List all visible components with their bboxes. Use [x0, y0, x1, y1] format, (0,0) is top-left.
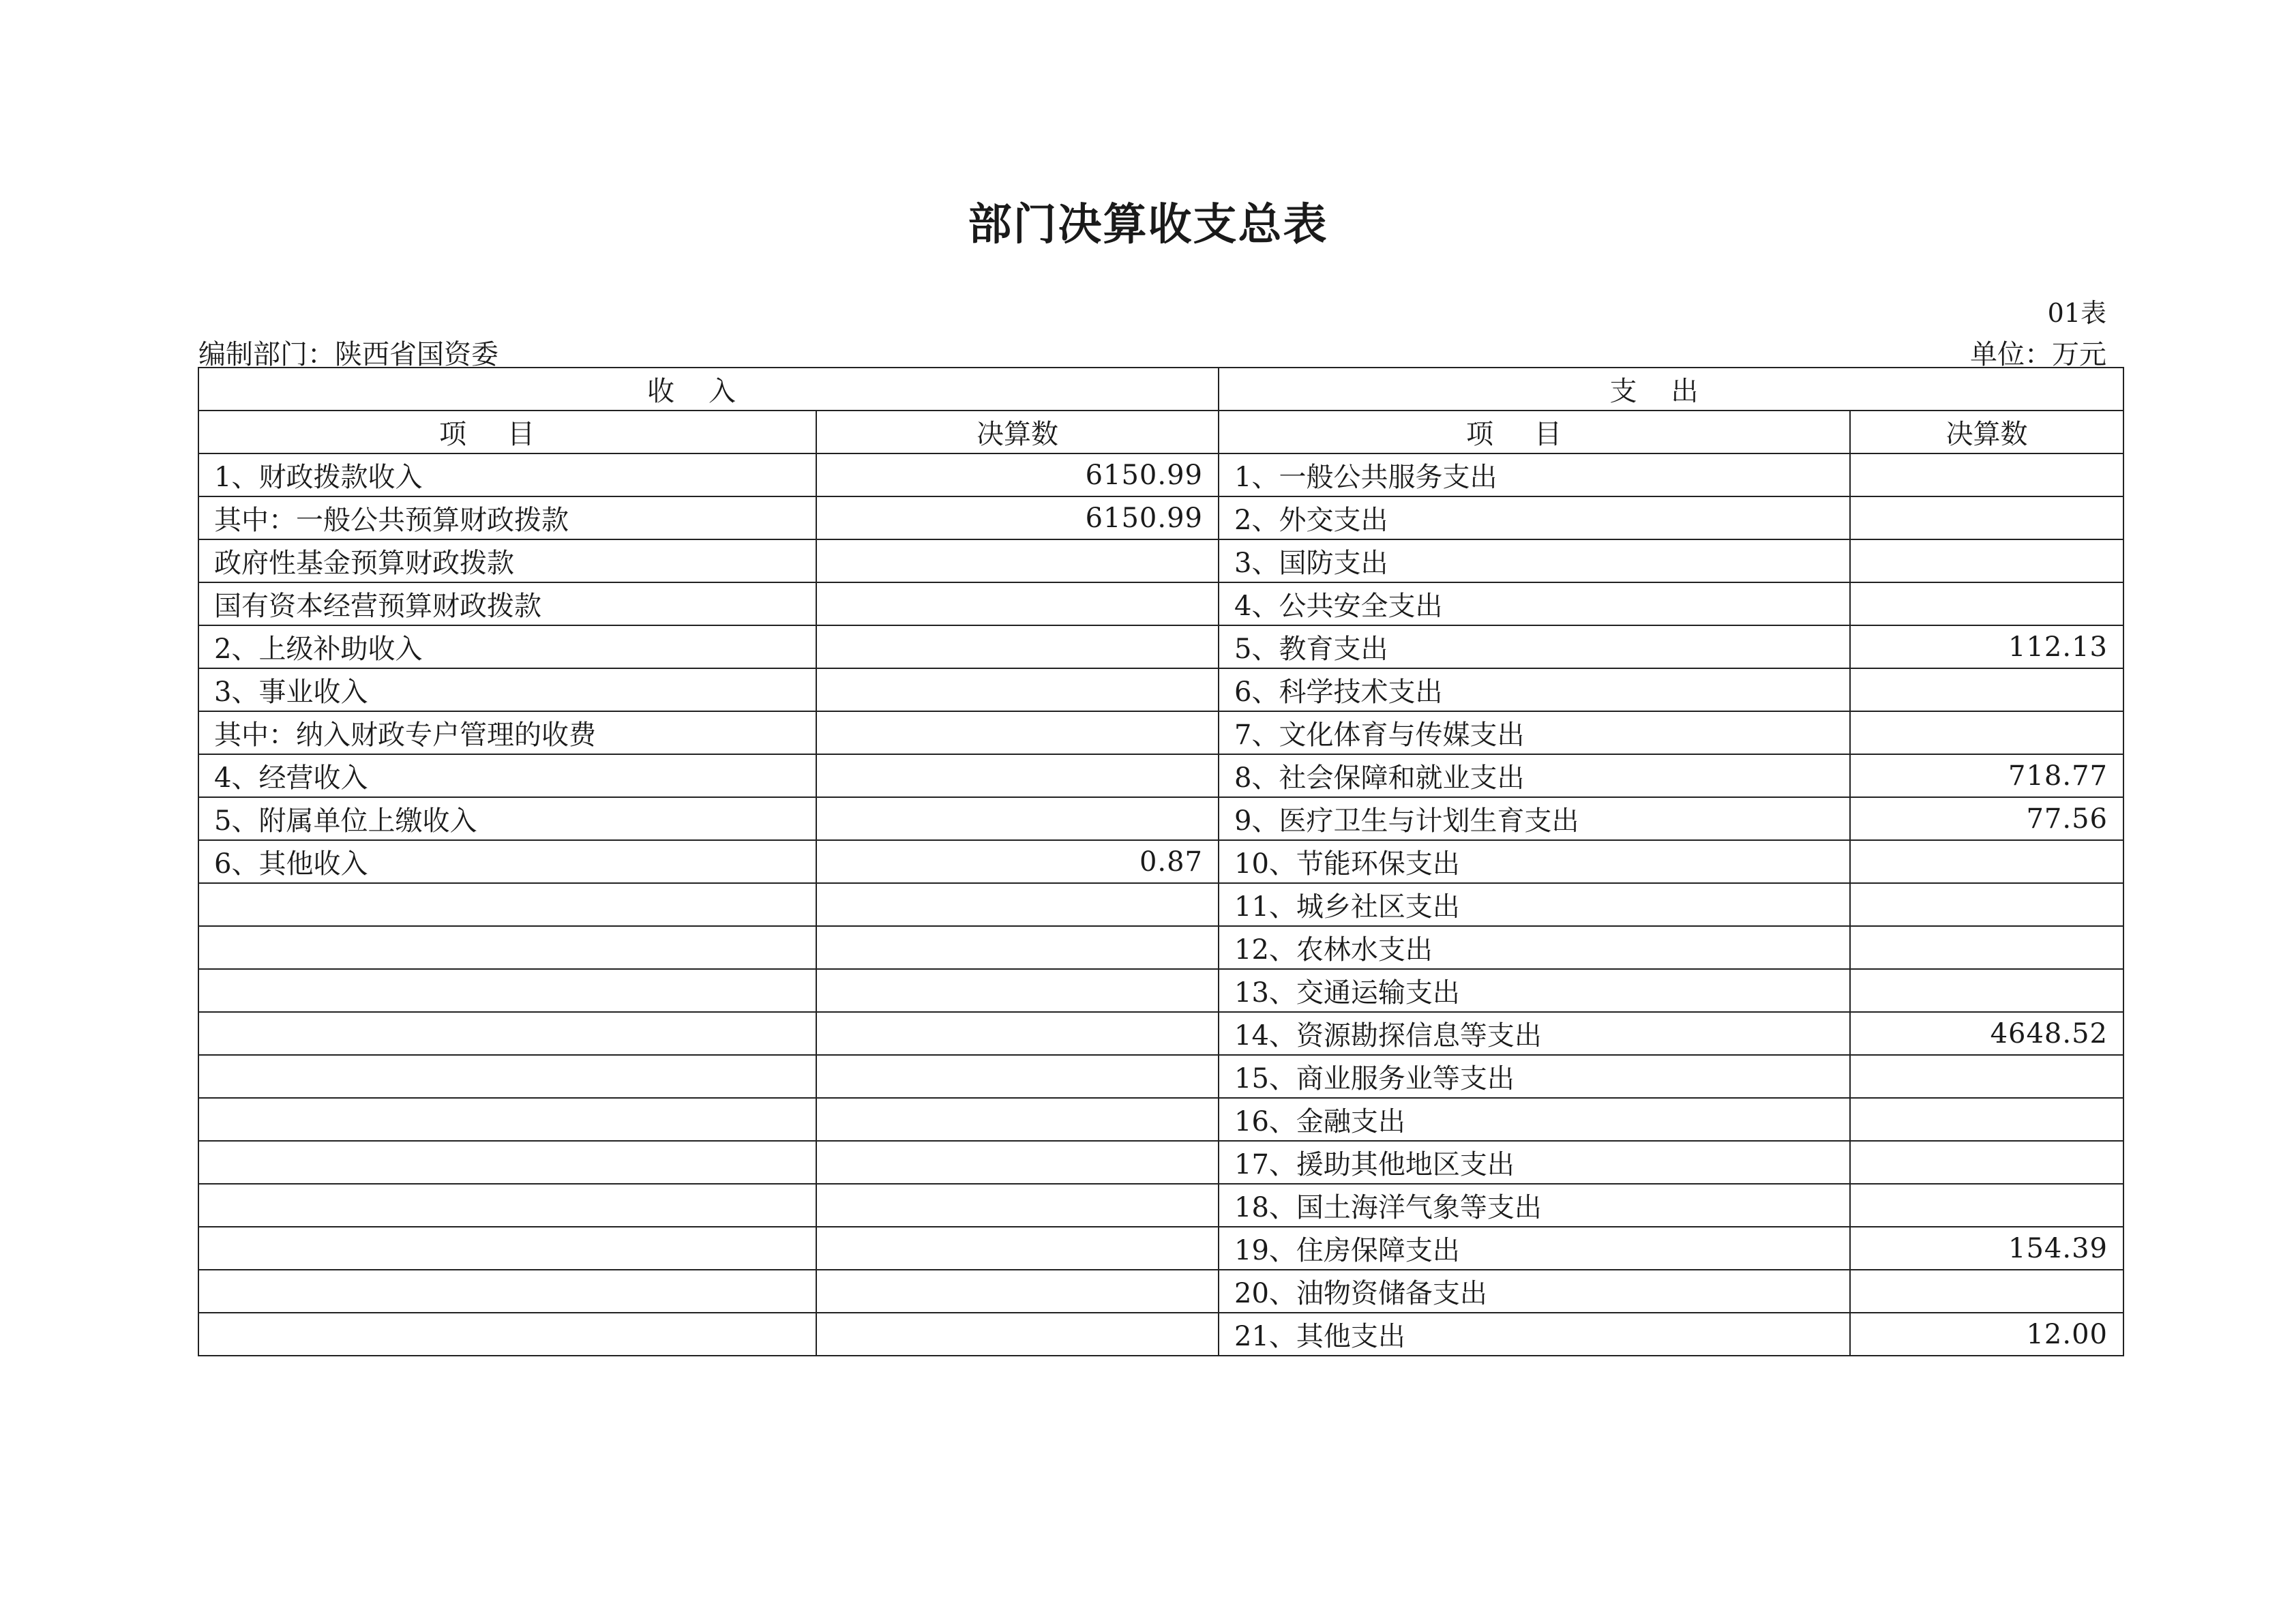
expense-item-cell: 4、公共安全支出: [1219, 582, 1850, 625]
income-amount-cell: [816, 1270, 1219, 1313]
table-row: [198, 496, 2123, 539]
expense-amount-cell: 112.13: [1850, 625, 2123, 668]
expense-item-cell: 8、社会保障和就业支出: [1219, 754, 1850, 797]
table-row: [198, 582, 2123, 625]
income-item-cell: 3、事业收入: [198, 668, 816, 711]
income-amount-cell: [816, 582, 1219, 625]
income-item-cell: [198, 1313, 816, 1356]
table-row: [198, 926, 2123, 969]
expense-amount-cell: [1850, 539, 2123, 582]
table-row: [198, 539, 2123, 582]
income-item-cell: 国有资本经营预算财政拨款: [198, 582, 816, 625]
page-title: 部门决算收支总表: [968, 200, 1328, 250]
table-row: [198, 625, 2123, 668]
income-amount-header: 决算数: [816, 411, 1219, 453]
expense-item-cell: 1、一般公共服务支出: [1219, 453, 1850, 496]
expense-item-cell: 18、国土海洋气象等支出: [1219, 1184, 1850, 1227]
column-header-row: [198, 411, 2123, 453]
income-amount-cell: [816, 1184, 1219, 1227]
table-row: [198, 840, 2123, 883]
table-row: [198, 1270, 2123, 1313]
income-item-cell: [198, 1227, 816, 1270]
expense-amount-cell: 4648.52: [1850, 1012, 2123, 1055]
income-item-cell: [198, 883, 816, 926]
income-item-cell: [198, 1098, 816, 1141]
expense-amount-cell: [1850, 582, 2123, 625]
expense-amount-header: 决算数: [1850, 411, 2123, 453]
income-amount-cell: [816, 883, 1219, 926]
expense-amount-cell: [1850, 1055, 2123, 1098]
income-section-header: 收入: [198, 368, 1219, 411]
income-item-cell: [198, 1184, 816, 1227]
expense-amount-cell: [1850, 840, 2123, 883]
expense-item-cell: 14、资源勘探信息等支出: [1219, 1012, 1850, 1055]
expense-section-header: 支出: [1219, 368, 2123, 411]
table-row: [198, 453, 2123, 496]
form-number: 01表: [2047, 298, 2106, 328]
section-header-row: [198, 368, 2123, 411]
expense-amount-cell: [1850, 969, 2123, 1012]
expense-item-cell: 15、商业服务业等支出: [1219, 1055, 1850, 1098]
expense-amount-cell: [1850, 711, 2123, 754]
income-amount-cell: [816, 754, 1219, 797]
expense-amount-cell: [1850, 926, 2123, 969]
table-row: [198, 1012, 2123, 1055]
income-item-header: 项目: [198, 411, 816, 453]
expense-item-cell: 9、医疗卫生与计划生育支出: [1219, 797, 1850, 840]
income-amount-cell: [816, 969, 1219, 1012]
income-item-cell: 其中：纳入财政专户管理的收费: [198, 711, 816, 754]
expense-amount-cell: [1850, 1184, 2123, 1227]
expense-item-cell: 10、节能环保支出: [1219, 840, 1850, 883]
table-row: [198, 1055, 2123, 1098]
income-item-cell: 政府性基金预算财政拨款: [198, 539, 816, 582]
expense-item-cell: 7、文化体育与传媒支出: [1219, 711, 1850, 754]
expense-amount-cell: [1850, 453, 2123, 496]
table-row: [198, 969, 2123, 1012]
expense-amount-cell: 77.56: [1850, 797, 2123, 840]
income-amount-cell: 6150.99: [816, 496, 1219, 539]
income-amount-cell: 6150.99: [816, 453, 1219, 496]
expense-amount-cell: 718.77: [1850, 754, 2123, 797]
table-row: [198, 883, 2123, 926]
income-amount-cell: [816, 625, 1219, 668]
expense-amount-cell: [1850, 1141, 2123, 1184]
income-amount-cell: [816, 668, 1219, 711]
unit-label: 单位：万元: [1970, 339, 2106, 370]
expense-item-cell: 21、其他支出: [1219, 1313, 1850, 1356]
income-item-cell: [198, 926, 816, 969]
expense-item-cell: 16、金融支出: [1219, 1098, 1850, 1141]
income-amount-cell: [816, 797, 1219, 840]
income-item-cell: 4、经营收入: [198, 754, 816, 797]
income-amount-cell: 0.87: [816, 840, 1219, 883]
expense-item-cell: 5、教育支出: [1219, 625, 1850, 668]
income-item-cell: 1、财政拨款收入: [198, 453, 816, 496]
table-row: [198, 1141, 2123, 1184]
table-row: [198, 797, 2123, 840]
expense-item-cell: 19、住房保障支出: [1219, 1227, 1850, 1270]
expense-item-cell: 11、城乡社区支出: [1219, 883, 1850, 926]
income-amount-cell: [816, 1012, 1219, 1055]
expense-amount-cell: [1850, 883, 2123, 926]
expense-item-header: 项目: [1219, 411, 1850, 453]
income-item-cell: [198, 1055, 816, 1098]
income-amount-cell: [816, 1227, 1219, 1270]
table-row: [198, 754, 2123, 797]
income-item-cell: [198, 1141, 816, 1184]
table-row: [198, 1184, 2123, 1227]
expense-amount-cell: 12.00: [1850, 1313, 2123, 1356]
income-amount-cell: [816, 926, 1219, 969]
compiling-department: 编制部门：陕西省国资委: [198, 339, 498, 370]
income-item-cell: [198, 969, 816, 1012]
income-item-cell: [198, 1012, 816, 1055]
expense-amount-cell: [1850, 668, 2123, 711]
expense-item-cell: 6、科学技术支出: [1219, 668, 1850, 711]
expense-item-cell: 12、农林水支出: [1219, 926, 1850, 969]
expense-amount-cell: [1850, 1270, 2123, 1313]
table-row: [198, 1227, 2123, 1270]
income-item-cell: 6、其他收入: [198, 840, 816, 883]
income-amount-cell: [816, 539, 1219, 582]
table-row: [198, 668, 2123, 711]
income-expense-summary-table: [198, 367, 2124, 1356]
table-row: [198, 1098, 2123, 1141]
table-row: [198, 1313, 2123, 1356]
income-amount-cell: [816, 1055, 1219, 1098]
income-amount-cell: [816, 711, 1219, 754]
expense-item-cell: 20、油物资储备支出: [1219, 1270, 1850, 1313]
income-amount-cell: [816, 1141, 1219, 1184]
expense-item-cell: 3、国防支出: [1219, 539, 1850, 582]
expense-item-cell: 17、援助其他地区支出: [1219, 1141, 1850, 1184]
income-item-cell: [198, 1270, 816, 1313]
income-item-cell: 5、附属单位上缴收入: [198, 797, 816, 840]
expense-item-cell: 2、外交支出: [1219, 496, 1850, 539]
income-amount-cell: [816, 1313, 1219, 1356]
expense-item-cell: 13、交通运输支出: [1219, 969, 1850, 1012]
expense-amount-cell: [1850, 1098, 2123, 1141]
income-item-cell: 2、上级补助收入: [198, 625, 816, 668]
income-item-cell: 其中：一般公共预算财政拨款: [198, 496, 816, 539]
income-amount-cell: [816, 1098, 1219, 1141]
expense-amount-cell: [1850, 496, 2123, 539]
table-row: [198, 711, 2123, 754]
expense-amount-cell: 154.39: [1850, 1227, 2123, 1270]
